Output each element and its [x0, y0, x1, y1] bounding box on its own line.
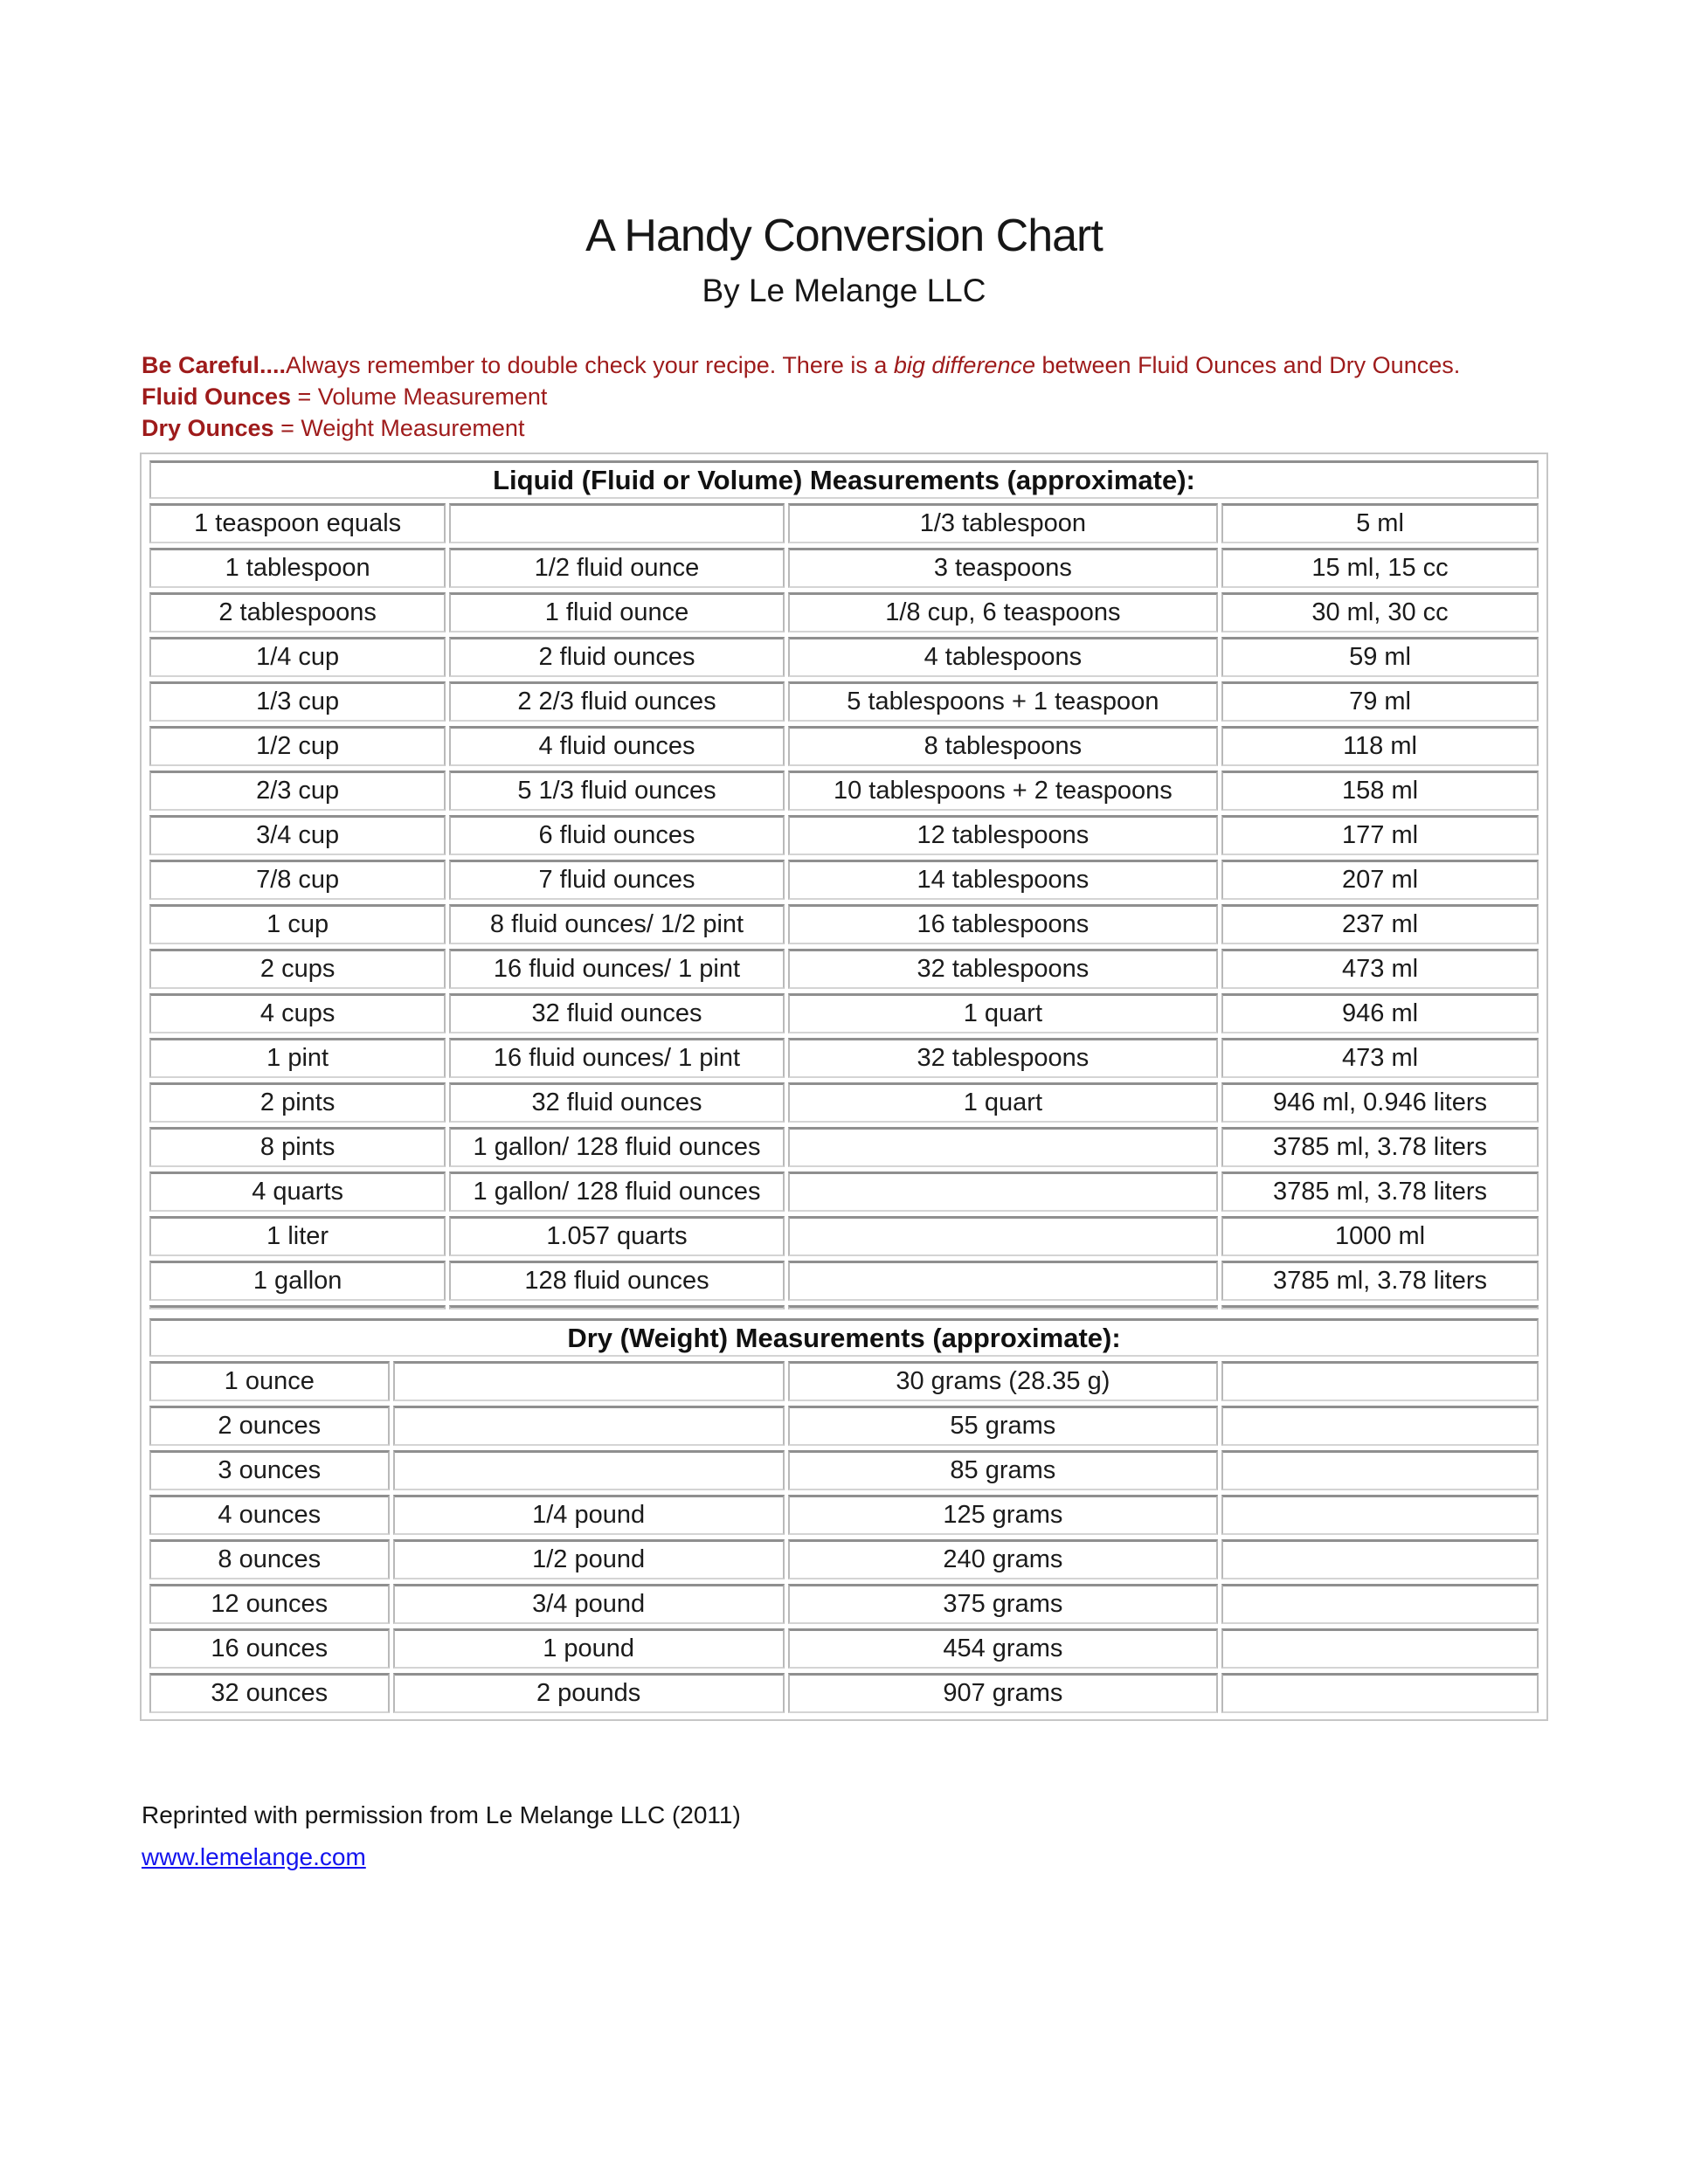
table-cell: 14 tablespoons	[788, 860, 1218, 900]
table-cell	[1221, 1406, 1539, 1446]
table-cell	[449, 503, 784, 543]
table-cell: 125 grams	[788, 1495, 1218, 1535]
table-cell: 473 ml	[1221, 1038, 1539, 1078]
table-cell	[1221, 1305, 1539, 1310]
table-cell: 32 fluid ounces	[449, 1082, 784, 1123]
table-row	[149, 860, 1539, 900]
table-row	[149, 771, 1539, 811]
table-row	[149, 1584, 1539, 1624]
table-cell	[393, 1450, 785, 1490]
table-cell: 1 cup	[149, 904, 446, 944]
table-row	[149, 1216, 1539, 1256]
table-cell: 16 fluid ounces/ 1 pint	[449, 949, 784, 989]
table-cell	[1221, 1628, 1539, 1669]
table-row	[149, 1539, 1539, 1579]
table-cell: 55 grams	[788, 1406, 1218, 1446]
table-cell: 1/4 pound	[393, 1495, 785, 1535]
table-row	[149, 1305, 1539, 1310]
table-cell: 5 tablespoons + 1 teaspoon	[788, 681, 1218, 722]
table-cell: 1 teaspoon equals	[149, 503, 446, 543]
table-cell: 454 grams	[788, 1628, 1218, 1669]
table-cell: 2 fluid ounces	[449, 637, 784, 677]
table-cell	[788, 1216, 1218, 1256]
table-cell	[393, 1361, 785, 1401]
table-row	[149, 637, 1539, 677]
table-cell: 1/3 cup	[149, 681, 446, 722]
table-cell: 473 ml	[1221, 949, 1539, 989]
table-cell: 79 ml	[1221, 681, 1539, 722]
table-row	[149, 1673, 1539, 1713]
table-cell: 375 grams	[788, 1584, 1218, 1624]
table-cell: 2 pounds	[393, 1673, 785, 1713]
warning-text-segment: between Fluid Ounces and Dry Ounces.	[1034, 352, 1461, 378]
page-subtitle: By Le Melange LLC	[702, 273, 986, 308]
table-cell	[449, 1305, 784, 1310]
table-cell: 1.057 quarts	[449, 1216, 784, 1256]
warning-line-dry-ounces	[142, 412, 1546, 444]
table-cell: 3/4 cup	[149, 815, 446, 855]
table-cell: 1/8 cup, 6 teaspoons	[788, 592, 1218, 632]
table-cell: 32 tablespoons	[788, 949, 1218, 989]
table-cell: 207 ml	[1221, 860, 1539, 900]
table-cell: 3 teaspoons	[788, 548, 1218, 588]
warning-text-segment: = Weight Measurement	[273, 415, 525, 441]
table-cell: 1 pound	[393, 1628, 785, 1669]
table-cell: 32 tablespoons	[788, 1038, 1218, 1078]
table-cell: 240 grams	[788, 1539, 1218, 1579]
table-cell: 30 grams (28.35 g)	[788, 1361, 1218, 1401]
table-cell: 2 2/3 fluid ounces	[449, 681, 784, 722]
table-cell: 946 ml	[1221, 993, 1539, 1033]
table-cell: 8 tablespoons	[788, 726, 1218, 766]
table-cell	[1221, 1539, 1539, 1579]
table-cell: 2 tablespoons	[149, 592, 446, 632]
table-cell: 1 tablespoon	[149, 548, 446, 588]
table-cell: 32 ounces	[149, 1673, 390, 1713]
dry-table-title: Dry (Weight) Measurements (approximate):	[149, 1318, 1539, 1357]
table-row	[149, 1495, 1539, 1535]
table-cell: 1 ounce	[149, 1361, 390, 1401]
table-cell	[1221, 1495, 1539, 1535]
liquid-measurements-table	[146, 456, 1542, 1314]
table-cell: 907 grams	[788, 1673, 1218, 1713]
table-row	[149, 1082, 1539, 1123]
warning-bold-fluid-ounces: Fluid Ounces	[142, 384, 292, 410]
table-row	[149, 949, 1539, 989]
table-row	[149, 1628, 1539, 1669]
table-cell: 3785 ml, 3.78 liters	[1221, 1261, 1539, 1301]
table-row	[149, 1261, 1539, 1301]
table-cell: 8 ounces	[149, 1539, 390, 1579]
table-cell: 85 grams	[788, 1450, 1218, 1490]
table-row	[149, 1038, 1539, 1078]
table-cell: 1/2 fluid ounce	[449, 548, 784, 588]
table-cell	[393, 1406, 785, 1446]
table-cell: 118 ml	[1221, 726, 1539, 766]
table-row	[149, 503, 1539, 543]
table-row	[149, 592, 1539, 632]
table-cell: 4 quarts	[149, 1171, 446, 1212]
table-cell: 7 fluid ounces	[449, 860, 784, 900]
table-cell: 158 ml	[1221, 771, 1539, 811]
table-row	[149, 1127, 1539, 1167]
table-row	[149, 681, 1539, 722]
table-cell: 7/8 cup	[149, 860, 446, 900]
footer	[142, 1794, 1546, 1878]
table-row	[149, 1171, 1539, 1212]
table-cell: 59 ml	[1221, 637, 1539, 677]
table-cell: 32 fluid ounces	[449, 993, 784, 1033]
table-cell: 1/2 pound	[393, 1539, 785, 1579]
warning-bold-be-careful: Be Careful....	[142, 352, 287, 378]
table-cell: 1/3 tablespoon	[788, 503, 1218, 543]
warning-text-segment: = Volume Measurement	[291, 384, 548, 410]
warning-italic-big-difference: big difference	[893, 352, 1035, 378]
footer-link[interactable]: www.lemelange.com	[142, 1843, 366, 1870]
table-cell: 12 tablespoons	[788, 815, 1218, 855]
table-cell	[1221, 1361, 1539, 1401]
table-row	[149, 815, 1539, 855]
table-cell: 1 liter	[149, 1216, 446, 1256]
table-row	[149, 1406, 1539, 1446]
table-cell: 1 quart	[788, 993, 1218, 1033]
dry-measurements-table	[146, 1314, 1542, 1717]
table-cell	[788, 1305, 1218, 1310]
conversion-tables-container	[140, 453, 1548, 1721]
table-row	[149, 1361, 1539, 1401]
table-cell: 1 gallon	[149, 1261, 446, 1301]
table-cell: 1 fluid ounce	[449, 592, 784, 632]
table-cell	[788, 1261, 1218, 1301]
table-cell: 4 ounces	[149, 1495, 390, 1535]
table-cell: 1 pint	[149, 1038, 446, 1078]
table-row	[149, 726, 1539, 766]
table-cell: 6 fluid ounces	[449, 815, 784, 855]
table-cell: 1 gallon/ 128 fluid ounces	[449, 1171, 784, 1212]
table-cell	[1221, 1450, 1539, 1490]
table-cell: 128 fluid ounces	[449, 1261, 784, 1301]
table-cell: 1/4 cup	[149, 637, 446, 677]
table-cell: 12 ounces	[149, 1584, 390, 1624]
table-cell: 8 pints	[149, 1127, 446, 1167]
table-cell: 10 tablespoons + 2 teaspoons	[788, 771, 1218, 811]
table-cell	[788, 1171, 1218, 1212]
table-cell: 15 ml, 15 cc	[1221, 548, 1539, 588]
table-cell: 16 ounces	[149, 1628, 390, 1669]
table-cell: 237 ml	[1221, 904, 1539, 944]
table-cell: 4 tablespoons	[788, 637, 1218, 677]
table-cell	[149, 1305, 446, 1310]
warning-bold-dry-ounces: Dry Ounces	[142, 415, 274, 441]
table-cell: 3 ounces	[149, 1450, 390, 1490]
table-row	[149, 993, 1539, 1033]
page-title: A Handy Conversion Chart	[585, 211, 1103, 261]
table-cell	[1221, 1673, 1539, 1713]
table-cell: 1 gallon/ 128 fluid ounces	[449, 1127, 784, 1167]
table-cell: 2 ounces	[149, 1406, 390, 1446]
table-cell: 3785 ml, 3.78 liters	[1221, 1127, 1539, 1167]
table-cell: 177 ml	[1221, 815, 1539, 855]
warning-block	[142, 349, 1546, 444]
warning-line-careful	[142, 349, 1546, 381]
table-cell: 5 1/3 fluid ounces	[449, 771, 784, 811]
liquid-table-header-row	[149, 460, 1539, 499]
dry-table-header-row	[149, 1318, 1539, 1357]
table-cell: 3/4 pound	[393, 1584, 785, 1624]
table-cell: 16 fluid ounces/ 1 pint	[449, 1038, 784, 1078]
table-row	[149, 904, 1539, 944]
table-cell: 3785 ml, 3.78 liters	[1221, 1171, 1539, 1212]
table-cell: 1 quart	[788, 1082, 1218, 1123]
warning-text-segment: Always remember to double check your recipe. There is a	[286, 352, 894, 378]
table-cell: 8 fluid ounces/ 1/2 pint	[449, 904, 784, 944]
table-row	[149, 1450, 1539, 1490]
table-cell: 30 ml, 30 cc	[1221, 592, 1539, 632]
table-cell: 16 tablespoons	[788, 904, 1218, 944]
table-cell: 4 fluid ounces	[449, 726, 784, 766]
table-cell: 946 ml, 0.946 liters	[1221, 1082, 1539, 1123]
table-cell	[788, 1127, 1218, 1167]
table-cell: 5 ml	[1221, 503, 1539, 543]
table-cell: 1/2 cup	[149, 726, 446, 766]
table-cell: 2 cups	[149, 949, 446, 989]
table-cell: 4 cups	[149, 993, 446, 1033]
table-cell	[1221, 1584, 1539, 1624]
footer-credit: Reprinted with permission from Le Melange LLC (2011)	[142, 1801, 741, 1828]
table-cell: 2/3 cup	[149, 771, 446, 811]
warning-line-fluid-ounces	[142, 381, 1546, 412]
table-cell: 2 pints	[149, 1082, 446, 1123]
table-row	[149, 548, 1539, 588]
table-cell: 1000 ml	[1221, 1216, 1539, 1256]
liquid-table-title: Liquid (Fluid or Volume) Measurements (approximate):	[149, 460, 1539, 499]
